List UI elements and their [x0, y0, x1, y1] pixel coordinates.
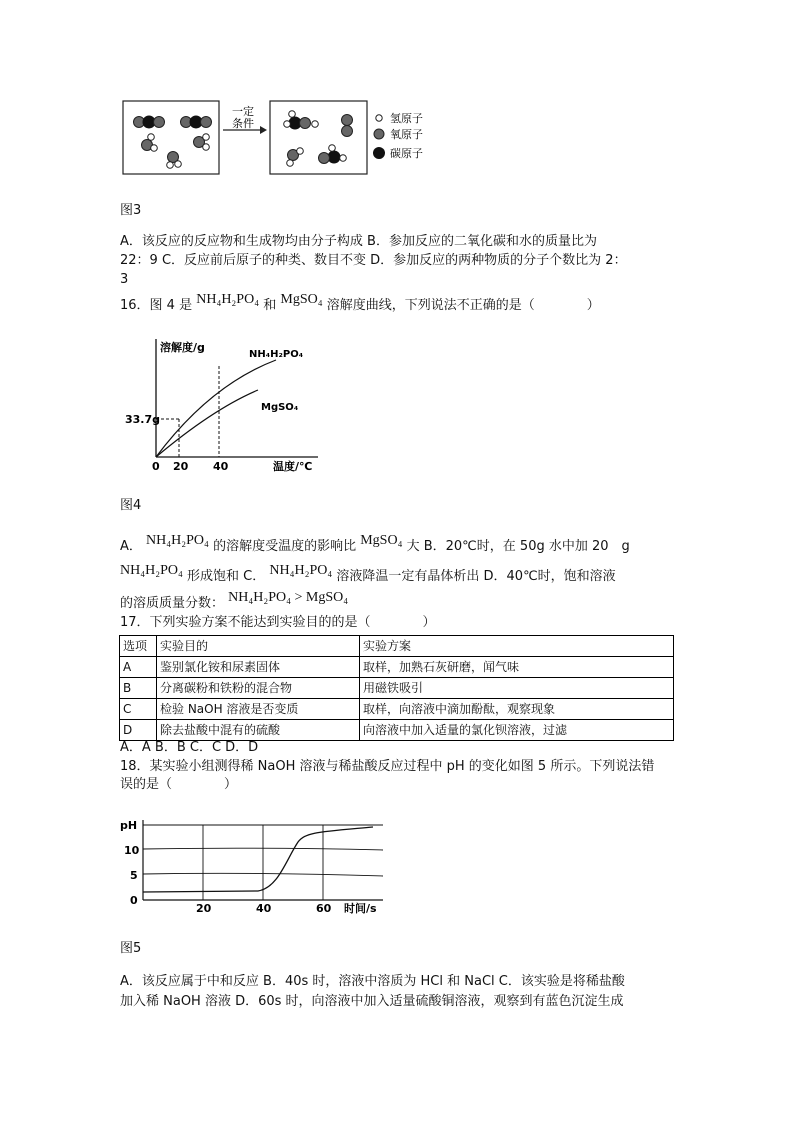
formula-nh4h2po4: NH₄H₂PO₄ [146, 533, 209, 548]
cell-plan: 取样，加熟石灰研磨，闻气味 [360, 657, 674, 678]
series-label-mgso4: MgSO₄ [261, 402, 299, 413]
q16-and: 和 [263, 298, 277, 313]
q16-c-suffix: 溶液降温一定有晶体析出 D．40℃时，饱和溶液 [336, 569, 616, 584]
legend-carbon: 碳原子 [390, 147, 423, 160]
q16-options-line3 [120, 590, 349, 613]
formula-nh4h2po4: NH₄H₂PO₄ [269, 563, 333, 578]
h2o-molecule [194, 134, 210, 151]
q18-options-line1: A．该反应属于中和反应 B．40s 时，溶液中溶质为 HCl 和 NaCl C．该实验是将稀盐酸 [120, 974, 625, 989]
q16-prefix: 16．图 4 是 [120, 298, 193, 313]
y-tick-0: 0 [130, 894, 138, 907]
formula-nh4h2po4: NH₄H₂PO₄ [120, 563, 183, 578]
product-molecule [319, 145, 347, 164]
figure-3-molecule-diagram [120, 98, 440, 178]
q16-options-line2 [120, 563, 616, 586]
x-tick-0: 0 [152, 460, 160, 473]
cell-plan: 向溶液中加入适量的氯化钡溶液，过滤 [360, 720, 674, 741]
product-box [270, 101, 367, 174]
series-mgso4-curve [156, 390, 258, 457]
cell-plan: 取样，向溶液中滴加酚酞，观察现象 [360, 699, 674, 720]
q15-options-line3: 3 [120, 272, 129, 287]
formula-comparison: NH₄H₂PO₄ > MgSO₄ [228, 590, 349, 605]
cell-purpose: 除去盐酸中混有的硫酸 [157, 720, 360, 741]
h2o-molecule [287, 148, 304, 167]
cell-purpose: 检验 NaOH 溶液是否变质 [157, 699, 360, 720]
hydrogen-legend-icon [376, 115, 382, 121]
cell-purpose: 分离碳粉和铁粉的混合物 [157, 678, 360, 699]
y-axis-label: pH [120, 819, 138, 832]
x-tick-40: 40 [213, 460, 229, 473]
y-mark-33-7g: 33.7g [125, 413, 161, 426]
formula-mgso4: MgSO₄ [360, 533, 403, 548]
x-tick-40: 40 [256, 902, 272, 915]
arrow-label-line2: 条件 [232, 117, 254, 130]
q16-stem [120, 292, 600, 315]
cell-option: C [120, 699, 157, 720]
y-tick-5: 5 [130, 869, 138, 882]
table-row [120, 657, 674, 678]
x-tick-60: 60 [316, 902, 332, 915]
h2o-molecule [142, 134, 158, 152]
q16-suffix: 溶解度曲线，下列说法不正确的是（ ） [326, 298, 600, 313]
q18-options-line2: 加入稀 NaOH 溶液 D．60s 时，向溶液中加入适量硫酸铜溶液，观察到有蓝色沉淀生成 [120, 994, 624, 1009]
series-label-nh4h2po4: NH₄H₂PO₄ [249, 349, 304, 360]
q16-a-suffix: 大 B．20℃时，在 50g 水中加 20 g [406, 539, 630, 554]
q15-options-line1: A．该反应的反应物和生成物均由分子构成 B．参加反应的二氧化碳和水的质量比为 [120, 234, 597, 249]
legend-hydrogen: 氢原子 [390, 112, 423, 125]
q17-stem: 17．下列实验方案不能达到实验目的的是（ ） [120, 615, 436, 630]
q16-d-prefix: 的溶质质量分数： [120, 596, 225, 611]
figure-4-caption: 图4 [120, 498, 142, 513]
figure-3-caption: 图3 [120, 203, 142, 218]
q16-a-mid: 的溶解度受温度的影响比 [213, 539, 357, 554]
q18-stem-line2: 误的是（ ） [120, 777, 238, 792]
x-axis-label: 时间/s [344, 902, 377, 915]
formula-nh4h2po4: NH₄H₂PO₄ [196, 292, 260, 307]
q16-a-prefix: A． [120, 539, 142, 554]
figure-5-caption: 图5 [120, 941, 142, 956]
x-tick-20: 20 [173, 460, 189, 473]
table-header-row [120, 636, 674, 657]
formula-mgso4: MgSO₄ [280, 292, 323, 307]
q18-stem-line1: 18．某实验小组测得稀 NaOH 溶液与稀盐酸反应过程中 pH 的变化如图 5 所示。下列说法错 [120, 759, 655, 774]
q16-b-mid: 形成饱和 C． [187, 569, 266, 584]
x-axis-label: 温度/℃ [273, 460, 313, 473]
cell-purpose: 鉴别氯化铵和尿素固体 [157, 657, 360, 678]
o2-molecule [342, 115, 353, 137]
cell-option: B [120, 678, 157, 699]
h2o-molecule [167, 152, 182, 169]
co2-molecule [181, 116, 212, 129]
header-option: 选项 [120, 636, 157, 657]
reaction-arrow-head [260, 126, 267, 134]
ph-curve [143, 827, 373, 892]
table-row [120, 699, 674, 720]
figure-4-solubility-chart [118, 333, 328, 475]
arrow-label-line1: 一定 [232, 105, 254, 118]
y-axis-label: 溶解度/g [160, 341, 205, 354]
legend-oxygen: 氧原子 [390, 128, 423, 141]
product-molecule [284, 111, 319, 130]
q16-options-line1 [120, 533, 630, 556]
y-tick-10: 10 [124, 844, 140, 857]
q17-options: A．A B．B C．C D．D [120, 740, 259, 755]
header-plan: 实验方案 [360, 636, 674, 657]
cell-option: D [120, 720, 157, 741]
header-purpose: 实验目的 [157, 636, 360, 657]
figure-5-ph-chart [118, 812, 393, 917]
carbon-legend-icon [373, 147, 385, 159]
cell-plan: 用磁铁吸引 [360, 678, 674, 699]
oxygen-legend-icon [374, 129, 384, 139]
q15-options-line2: 22：9 C．反应前后原子的种类、数目不变 D．参加反应的两种物质的分子个数比为 2： [120, 253, 627, 268]
co2-molecule [134, 116, 165, 129]
cell-option: A [120, 657, 157, 678]
table-row [120, 678, 674, 699]
table-row [120, 720, 674, 741]
x-tick-20: 20 [196, 902, 212, 915]
q17-options-table [119, 635, 674, 741]
